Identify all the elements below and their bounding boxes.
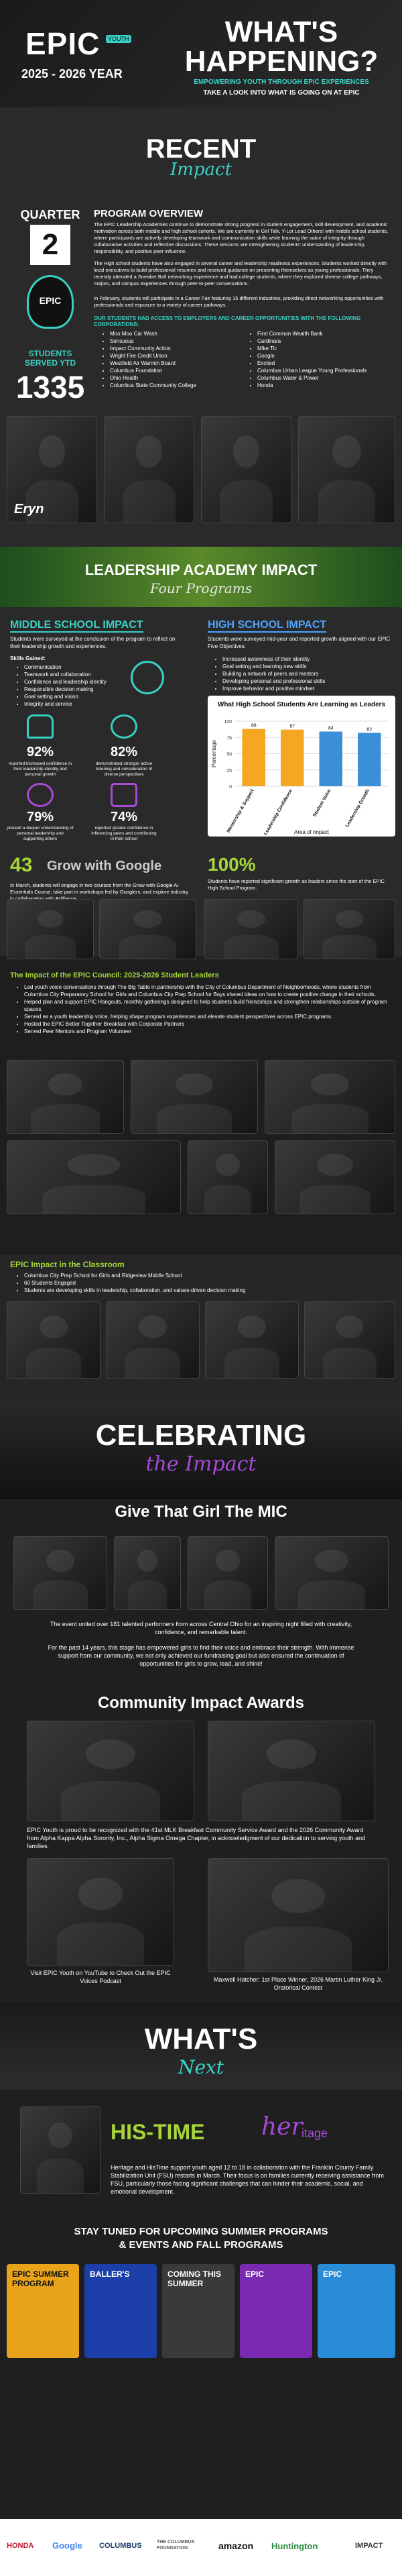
awards-text: EPIC Youth is proud to be recognized with the 41st MLK Breakfast Community Service Award and the 2026 Community Award from Alpha Kappa Alpha Sorority, Inc., Alpha Sigma Omega Chapter, in acknowledgment of our dedication to serving youth and families. bbox=[27, 1827, 366, 1849]
skills-label: Skills Gained: bbox=[10, 655, 46, 661]
stat3-label: present a deeper understanding of personal leadership and supporting others bbox=[7, 826, 74, 841]
heritage-logo: her bbox=[261, 2113, 303, 2141]
celebrating-title: CELEBRATING bbox=[95, 1419, 307, 1452]
list-item: • Teamwork and collaboration bbox=[24, 671, 122, 678]
list-item: • Westfield Air Warmth Board bbox=[110, 360, 241, 367]
list-item: • Moo Moo Car Wash bbox=[110, 330, 241, 337]
leadership-title: LEADERSHIP ACADEMY IMPACT bbox=[84, 561, 318, 578]
classroom-photo bbox=[106, 1301, 200, 1379]
maxwell-caption: Maxwell Hatcher: 1st Place Winner, 2026 Martin Luther King Jr. Oratorical Contest bbox=[213, 1976, 383, 1991]
list-item: • Served Peer Mentors and Program Volunteer bbox=[24, 1028, 390, 1035]
subtag: TAKE A LOOK INTO WHAT IS GOING ON AT EPIC bbox=[203, 89, 360, 97]
classroom-photo bbox=[205, 1301, 299, 1379]
classroom-photo bbox=[7, 1301, 100, 1379]
summer-card: BALLER'S bbox=[84, 2264, 157, 2358]
x-tick-label: Mentorship & Support bbox=[226, 788, 255, 834]
list-item: • Cardinara bbox=[257, 337, 389, 345]
grow-number: 43 bbox=[10, 854, 33, 876]
y-axis-label: Percentage bbox=[211, 740, 217, 767]
list-item: • 60 Students Engaged bbox=[24, 1279, 390, 1287]
middle-title: MIDDLE SCHOOL IMPACT bbox=[10, 619, 143, 633]
student-photo bbox=[7, 416, 97, 523]
council-photo bbox=[275, 1140, 395, 1214]
overview-p2: The High school students have also engaged in several career and leadership readiness experiences. Students worked directly with local executives to build professional resumes and received guidance on presenting themselves as young professionals. They recently attended a Sneaker Ball networking experience and had college students, where they explored diverse college pathways, majors, and campus experiences through peer-to-peer conversations. bbox=[94, 260, 387, 286]
summer-card: EPIC SUMMER PROGRAM bbox=[7, 2264, 79, 2358]
bar bbox=[358, 733, 381, 786]
next-script: Next bbox=[178, 2056, 224, 2078]
list-item: • Goal setting and vision bbox=[24, 693, 122, 700]
people-icon bbox=[27, 714, 54, 739]
heart-icon bbox=[27, 783, 54, 807]
header bbox=[0, 0, 402, 107]
classroom-title: EPIC Impact in the Classroom bbox=[10, 1260, 125, 1269]
bar bbox=[281, 730, 304, 786]
student-photo bbox=[298, 416, 395, 523]
team-icon bbox=[111, 714, 137, 739]
quarter-number: 2 bbox=[30, 225, 70, 265]
corps-title: OUR STUDENTS HAD ACCESS TO EMPLOYERS AND CAREER OPPORTUNITIES WITH THE FOLLOWING CORPORATIONS: bbox=[94, 315, 361, 327]
list-item: • Hosted the EPIC Better Together Breakfast with Corporate Partners bbox=[24, 1020, 390, 1028]
program-photo bbox=[99, 899, 196, 959]
stat4-label: reported greater confidence in influencing peers and contributing in their school bbox=[91, 826, 157, 841]
classroom-section bbox=[0, 1254, 402, 1399]
list-item: • Developing personal and professional skills bbox=[222, 678, 394, 685]
celebrating-banner bbox=[0, 1399, 402, 1499]
mic-p1: The event united over 181 talented performers from across Central Ohio for an inspiring night filled with creativity, confidence, and remarkable talent. bbox=[50, 1621, 352, 1635]
program-photo bbox=[304, 899, 395, 959]
stat3-value: 79% bbox=[26, 810, 54, 824]
mic-photo bbox=[275, 1536, 389, 1610]
handshake-icon bbox=[111, 783, 137, 807]
student-photo bbox=[104, 416, 194, 523]
high-intro: Students were surveyed mid-year and reported growth aligned with our EPIC Five Objectives: bbox=[208, 636, 391, 649]
mic-title: Give That Girl The MIC bbox=[115, 1503, 287, 1521]
sponsor-bar bbox=[0, 2519, 402, 2576]
high-school-chart bbox=[208, 696, 395, 837]
served-label: STUDENTS SERVED YTD bbox=[24, 349, 76, 368]
council-list bbox=[15, 983, 390, 1035]
mic-photo bbox=[114, 1536, 181, 1610]
epic-logo: EPIC bbox=[25, 26, 100, 61]
list-item: • Increased awareness of their identity bbox=[222, 655, 394, 663]
y-tick-label: 50 bbox=[226, 752, 232, 757]
next-title: WHAT'S bbox=[144, 2023, 258, 2055]
council-photo bbox=[7, 1060, 124, 1134]
list-item: • Communication bbox=[24, 663, 122, 671]
summer-card: EPIC bbox=[318, 2264, 395, 2358]
program-photo bbox=[204, 899, 298, 959]
award-photo bbox=[208, 1721, 375, 1821]
list-item: • Columbus State Community College bbox=[110, 382, 241, 389]
council-photo bbox=[188, 1140, 268, 1214]
list-item: • Students are developing skills in leadership, collaboration, and values-driven decision making bbox=[24, 1287, 390, 1294]
council-section bbox=[0, 966, 402, 1254]
hundred-value: 100% bbox=[208, 854, 256, 875]
list-item: • Led youth voice conversations through The Big Table in partnership with the City of Columbus Department of Neighborhoods, where students from Columbus City Preparatory School for Girls and Columbus City Prep School for Boys shared ideas on how to create positive change in their schools. bbox=[24, 983, 390, 998]
y-tick-label: 75 bbox=[226, 736, 232, 741]
council-photo bbox=[131, 1060, 258, 1134]
year-label: 2025 - 2026 YEAR bbox=[21, 67, 123, 80]
bar-value-label: 82 bbox=[366, 727, 373, 733]
list-item: • Impact Community Action bbox=[110, 345, 241, 352]
program-photo bbox=[7, 899, 94, 959]
high-title: HIGH SCHOOL IMPACT bbox=[208, 619, 326, 633]
list-item: • Honda bbox=[257, 382, 389, 389]
epic-logo-sub: YOUTH bbox=[106, 35, 131, 43]
summer-title: STAY TUNED FOR UPCOMING SUMMER PROGRAMS bbox=[74, 2226, 328, 2237]
stat2-value: 82% bbox=[110, 745, 138, 759]
mic-p2: For the past 14 years, this stage has empowered girls to find their voice and embrace their strength. With immense support from our community, we not only achieved our fundraising goal but also ensured the continuation of opportunities for girls to grow, lead, and shine! bbox=[48, 1644, 354, 1667]
stat4-value: 74% bbox=[110, 810, 138, 824]
mic-photo bbox=[13, 1536, 107, 1610]
classroom-list bbox=[15, 1272, 390, 1294]
x-tick-label: Leadership Confidence bbox=[263, 788, 293, 837]
stat1-value: 92% bbox=[26, 745, 54, 759]
list-item: • Excited bbox=[257, 360, 389, 367]
bar-value-label: 87 bbox=[289, 724, 295, 729]
skills-list bbox=[15, 663, 122, 708]
council-title: The Impact of the EPIC Council: 2025-2026 Student Leaders bbox=[10, 971, 219, 979]
growth-icon bbox=[131, 661, 164, 694]
awards-title: Community Impact Awards bbox=[97, 1694, 305, 1712]
quarter-label: QUARTER bbox=[20, 208, 80, 221]
bar bbox=[320, 732, 343, 786]
bar-value-label: 88 bbox=[251, 723, 257, 729]
podcast-caption: Visit EPIC Youth on YouTube to Check Out the EPIC Voices Podcast bbox=[30, 1970, 171, 1984]
list-item: • Mike Tic bbox=[257, 345, 389, 352]
bar bbox=[243, 729, 266, 786]
list-item: • Confidence and leadership identity bbox=[24, 678, 122, 686]
program-overview-title: PROGRAM OVERVIEW bbox=[94, 208, 204, 219]
y-tick-label: 100 bbox=[224, 720, 232, 724]
page-title-line1: WHAT'S bbox=[224, 15, 338, 48]
chart-title: What High School Students Are Learning as Leaders bbox=[217, 701, 386, 708]
classroom-photo bbox=[304, 1301, 395, 1379]
served-number: 1335 bbox=[15, 370, 85, 405]
leadership-banner bbox=[0, 547, 402, 607]
bar-value-label: 84 bbox=[328, 726, 334, 731]
next-text: Heritage and HisTime support youth aged 12 to 18 in collaboration with the Franklin County Family Stabilization Unit (FSU) restarts in March. Their focus is on families currently receiving assistance from FSU, particularly those facing significant challenges that can hinder their academic, social, and emotional development. bbox=[111, 2164, 384, 2195]
list-item: • Columbus Foundation bbox=[110, 367, 241, 374]
corps-left-list bbox=[100, 330, 241, 389]
list-item: • Ohio Health bbox=[110, 374, 241, 382]
list-item: • First Common Wealth Bank bbox=[257, 330, 389, 337]
recent-title: RECENT bbox=[145, 134, 257, 164]
heritage-logo-suffix: itage bbox=[302, 2127, 328, 2140]
list-item: • Improve behavior and positive mindset bbox=[222, 685, 394, 692]
stat2-label: demonstrated stronger active listening and consideration of diverse perspectives bbox=[95, 761, 153, 777]
podcast-photo bbox=[27, 1858, 174, 1966]
list-item: • Columbus Water & Power bbox=[257, 374, 389, 382]
x-tick-label: Student Voice bbox=[312, 788, 332, 818]
list-item: • Served as a youth leadership voice, helping shape program experiences and elevate student perspectives across EPIC programs. bbox=[24, 1013, 390, 1020]
overview-p1: The EPIC Leadership Academies continue to demonstrate strong progress in student engagement, skill development, and academic motivation across both middle and high school cohorts. We are currently in Girl Talk, Y-Lot Lead Others! with middle school students, where participants are actively developing teamwork and communication skills while learning the value of integrity through collaborative activities and reflective discussions. These sessions are strengthening students' understanding of leadership, responsibility, and positive peer influence. bbox=[94, 221, 389, 254]
hundred-desc: Students have reported significant growth as leaders since the start of the EPIC High School Program. bbox=[208, 878, 385, 891]
list-item: • Responsible decision making bbox=[24, 686, 122, 693]
mic-photo bbox=[188, 1536, 268, 1610]
recent-impact-section bbox=[0, 107, 402, 607]
leadership-badge-icon: EPIC bbox=[27, 275, 74, 329]
student-photo bbox=[201, 416, 291, 523]
high-list bbox=[213, 655, 394, 692]
list-item: • Building a network of peers and mentors bbox=[222, 670, 394, 678]
stat1-label: reported increased confidence in their leadership identity and personal growth bbox=[8, 761, 72, 777]
heritage-photo bbox=[20, 2106, 100, 2194]
summer-card: EPIC bbox=[240, 2264, 312, 2358]
histime-logo: HIS-TIME bbox=[111, 2120, 205, 2144]
list-item: • Sensuous bbox=[110, 337, 241, 345]
list-item: • Integrity and service bbox=[24, 700, 122, 708]
grow-text: Grow with Google bbox=[47, 859, 162, 873]
sponsor-columbus-foundation: THE COLUMBUS FOUNDATION bbox=[157, 2540, 195, 2551]
sponsor-impact: IMPACT bbox=[355, 2542, 383, 2550]
sponsor-google: Google bbox=[52, 2540, 82, 2551]
y-tick-label: 25 bbox=[226, 768, 232, 773]
list-item: • Helped plan and support EPIC Hangouts, monthly gatherings designed to help students build friendships and strengthen relationships outside of program spaces. bbox=[24, 998, 390, 1013]
sponsor-honda: HONDA bbox=[7, 2542, 34, 2550]
chart-panel bbox=[208, 696, 395, 837]
council-photo bbox=[7, 1140, 181, 1214]
list-item: • Google bbox=[257, 352, 389, 360]
summer-title2: & EVENTS AND FALL PROGRAMS bbox=[119, 2239, 283, 2251]
corps-right-list bbox=[248, 330, 389, 389]
grow-desc: In March, students will engage in two courses from the Grow with Google AI Essentials Course, take part in workshops led by Googlers, and explore industry bbox=[10, 882, 188, 895]
x-axis-label: Area of Impact bbox=[293, 829, 330, 835]
y-tick-label: 0 bbox=[229, 785, 232, 790]
photo-caption: Eryn bbox=[14, 502, 44, 517]
celebrating-script: the Impact bbox=[145, 1452, 257, 1476]
sponsor-amazon: amazon bbox=[218, 2540, 254, 2551]
middle-intro: Students were surveyed at the conclusion of the program to reflect on their leadership growth and experiences. bbox=[10, 636, 176, 649]
sponsor-columbus: COLUMBUS bbox=[99, 2542, 142, 2550]
x-tick-label: Leadership Growth bbox=[345, 788, 371, 828]
list-item: • Goal setting and learning new skills bbox=[222, 663, 394, 670]
next-banner bbox=[0, 2002, 402, 2090]
council-photo bbox=[265, 1060, 395, 1134]
award-photo bbox=[27, 1721, 194, 1821]
list-item: • Columbus City Prep School for Girls and Ridgeview Middle School bbox=[24, 1272, 390, 1279]
list-item: • Columbus Urban League Young Professionals bbox=[257, 367, 389, 374]
summer-card: COMING THIS SUMMER bbox=[162, 2264, 234, 2358]
leadership-script: Four Programs bbox=[149, 580, 253, 596]
page-title-line2: HAPPENING? bbox=[184, 45, 379, 78]
tagline: EMPOWERING YOUTH THROUGH EPIC EXPERIENCES bbox=[194, 78, 369, 86]
recent-script: Impact bbox=[170, 160, 232, 180]
overview-p3: In February, students will participate in a Career Fair featuring 15 different industries, providing direct networking opportunities with professionals and exposure to a variety of career pathways. bbox=[94, 295, 384, 308]
maxwell-photo bbox=[208, 1858, 389, 1972]
sponsor-huntington: Huntington bbox=[271, 2541, 318, 2551]
list-item: • Wright Fire Credit Union bbox=[110, 352, 241, 360]
